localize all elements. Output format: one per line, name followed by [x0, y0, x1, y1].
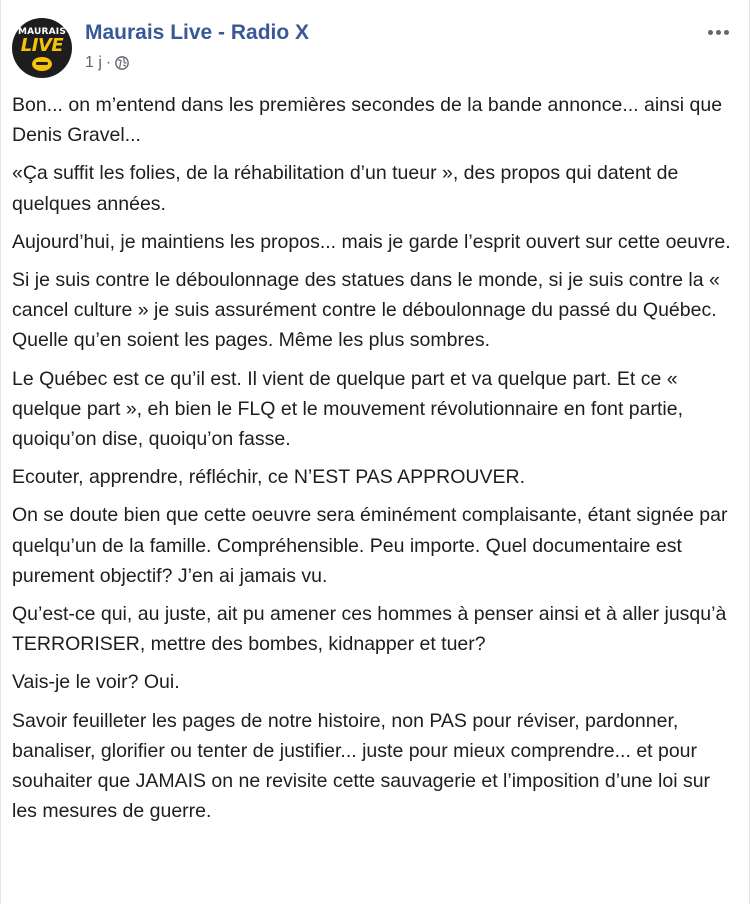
post-timestamp[interactable]: 1 j	[85, 54, 102, 71]
post-paragraph: Vais-je le voir? Oui.	[12, 671, 180, 694]
post-paragraph: Savoir feuilleter les pages de notre histoire, non PAS pour réviser, pardonner, banaliser, glorifier ou tenter de justifier... juste pour mieux comprendre... et pour souhaiter que JAMAIS on ne revisite cette sauvagerie et l’imposition d’une loi sur les mesures de guerre.	[12, 709, 711, 823]
post-paragraph: Qu’est-ce qui, au juste, ait pu amener ces hommes à penser ainsi et à aller jusqu’à TERRORISER, mettre des bombes, kidnapper et tuer?	[12, 603, 727, 656]
globe-icon[interactable]	[115, 56, 129, 70]
post-paragraph: «Ça suffit les folies, de la réhabilitation d’un tueur », des propos qui datent de quelques années.	[12, 162, 679, 215]
more-options-icon[interactable]	[705, 22, 731, 42]
avatar-logo-top: MAURAIS	[17, 27, 67, 37]
post-paragraph: Le Québec est ce qu’il est. Il vient de quelque part et va quelque part. Et ce « quelque part », eh bien le FLQ et le mouvement révolutionnaire en font partie, quoiqu’on dise, quoiqu’on fasse.	[12, 367, 683, 451]
avatar-badge-icon	[32, 57, 52, 71]
post-paragraph: Aujourd’hui, je maintiens les propos... mais je garde l’esprit ouvert sur cette oeuvre.	[12, 230, 731, 253]
post-paragraph: On se doute bien que cette oeuvre sera éminément complaisante, étant signée par quelqu’un de la famille. Compréhensible. Peu importe. Quel documentaire est purement objectif? J’en ai jamais vu.	[12, 504, 728, 587]
more-dot	[724, 30, 729, 35]
page-name-link[interactable]: Maurais Live - Radio X	[85, 21, 310, 44]
post-paragraph: Ecouter, apprendre, réfléchir, ce N’EST PAS APPROUVER.	[12, 466, 526, 489]
post-paragraph: Bon... on m’entend dans les premières secondes de la bande annonce... ainsi que Denis Gravel...	[12, 94, 723, 147]
meta-separator: ·	[105, 54, 112, 71]
avatar-logo-main: LIVE	[20, 35, 64, 56]
more-dot	[716, 30, 721, 35]
more-dot	[708, 30, 713, 35]
post-body	[12, 90, 737, 834]
post-paragraph: Si je suis contre le déboulonnage des statues dans le monde, si je suis contre la « cancel culture » je suis assurément contre le déboulonnage du passé du Québec. Quelle qu’en soient les pages. Même les plus sombres.	[12, 269, 720, 352]
post-header	[11, 18, 739, 82]
page-avatar[interactable]	[12, 18, 72, 78]
post-meta	[85, 54, 129, 72]
